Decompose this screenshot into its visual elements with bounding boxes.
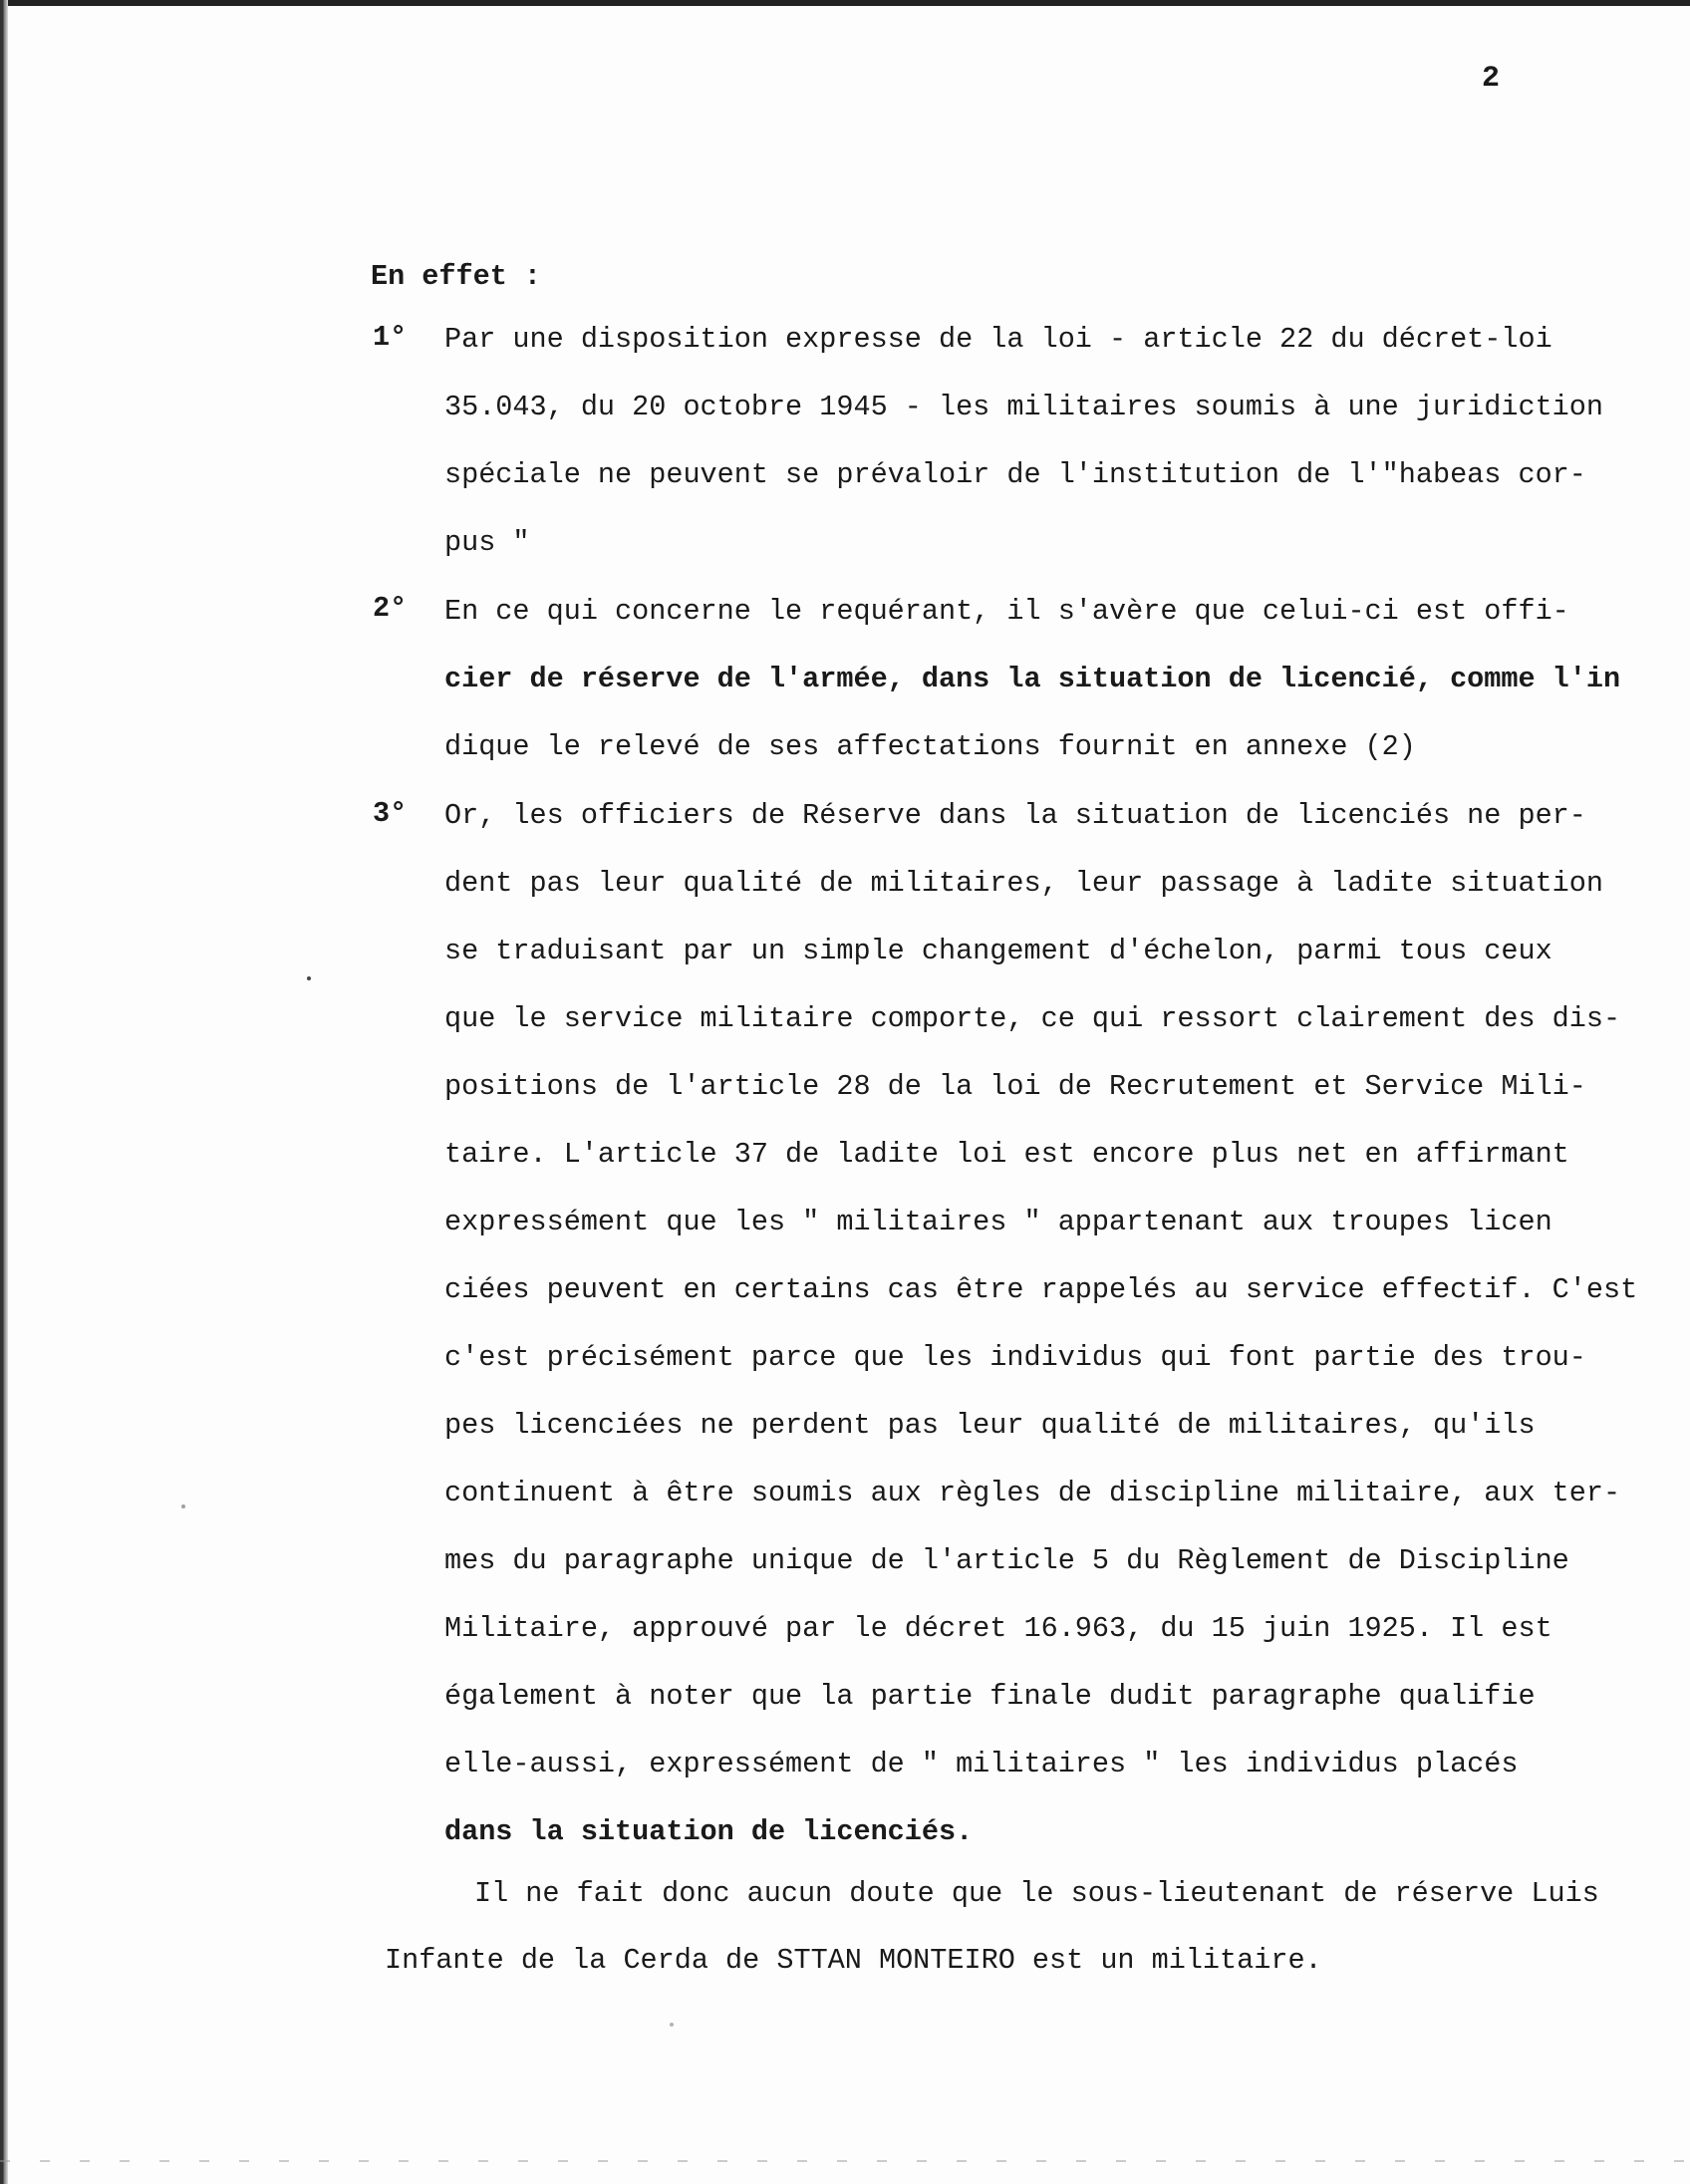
item-3-line-15: elle-aussi, expressément de " militaires " les individus placés — [444, 1748, 1519, 1780]
scan-footer-noise — [0, 2160, 1690, 2162]
scan-edge-left — [0, 0, 8, 2184]
item-3-line-4: que le service militaire comporte, ce qui ressort clairement des dis- — [444, 1002, 1621, 1035]
item-2-line-3: dique le relevé de ses affectations fournit en annexe (2) — [444, 730, 1416, 763]
item-3-line-13: Militaire, approuvé par le décret 16.963, du 15 juin 1925. Il est — [444, 1612, 1552, 1645]
page-number: 2 — [1482, 62, 1501, 96]
item-3-line-7: expressément que les " militaires " appartenant aux troupes licen — [444, 1206, 1552, 1238]
item-3-line-16: dans la situation de licenciés. — [444, 1815, 974, 1848]
item-3-text — [444, 782, 1637, 1866]
item-3-line-9: c'est précisément parce que les individus qui font partie des trou- — [444, 1341, 1586, 1374]
item-1-line-4: pus " — [444, 526, 530, 559]
item-1-text — [444, 306, 1603, 577]
item-1-line-3: spéciale ne peuvent se prévaloir de l'institution de l'"habeas cor- — [444, 458, 1586, 491]
conclusion-line-2: Infante de la Cerda de STTAN MONTEIRO est un militaire. — [385, 1944, 1322, 1977]
item-3-marker: 3° — [373, 797, 408, 830]
item-2-line-1: En ce qui concerne le requérant, il s'avère que celui-ci est offi- — [444, 595, 1569, 628]
scan-speck — [181, 1504, 185, 1508]
item-3-line-2: dent pas leur qualité de militaires, leur passage à ladite situation — [444, 867, 1603, 900]
section-heading: En effet : — [371, 260, 542, 293]
item-3-line-1: Or, les officiers de Réserve dans la situation de licenciés ne per- — [444, 799, 1586, 832]
item-3-line-11: continuent à être soumis aux règles de discipline militaire, aux ter- — [444, 1477, 1621, 1509]
item-2-text — [444, 578, 1620, 781]
scan-edge-top — [0, 0, 1690, 6]
item-3-line-14: également à noter que la partie finale dudit paragraphe qualifie — [444, 1680, 1536, 1713]
item-3-line-6: taire. L'article 37 de ladite loi est encore plus net en affirmant — [444, 1138, 1569, 1171]
item-3-line-10: pes licenciées ne perdent pas leur qualité de militaires, qu'ils — [444, 1409, 1536, 1442]
scan-speck — [307, 976, 311, 980]
item-3-line-8: ciées peuvent en certains cas être rappelés au service effectif. C'est — [444, 1273, 1638, 1306]
item-2-marker: 2° — [373, 592, 408, 625]
scan-speck — [670, 2023, 674, 2027]
item-3-line-5: positions de l'article 28 de la loi de Recrutement et Service Mili- — [444, 1070, 1586, 1103]
conclusion-line-1: Il ne fait donc aucun doute que le sous-lieutenant de réserve Luis — [474, 1877, 1599, 1910]
item-3-line-12: mes du paragraphe unique de l'article 5 du Règlement de Discipline — [444, 1544, 1569, 1577]
item-3-line-3: se traduisant par un simple changement d'échelon, parmi tous ceux — [444, 935, 1552, 967]
item-1-line-1: Par une disposition expresse de la loi - article 22 du décret-loi — [444, 323, 1552, 356]
item-1-line-2: 35.043, du 20 octobre 1945 - les militaires soumis à une juridiction — [444, 391, 1603, 423]
item-2-line-2: cier de réserve de l'armée, dans la situation de licencié, comme l'in — [444, 663, 1621, 695]
item-1-marker: 1° — [373, 321, 408, 354]
